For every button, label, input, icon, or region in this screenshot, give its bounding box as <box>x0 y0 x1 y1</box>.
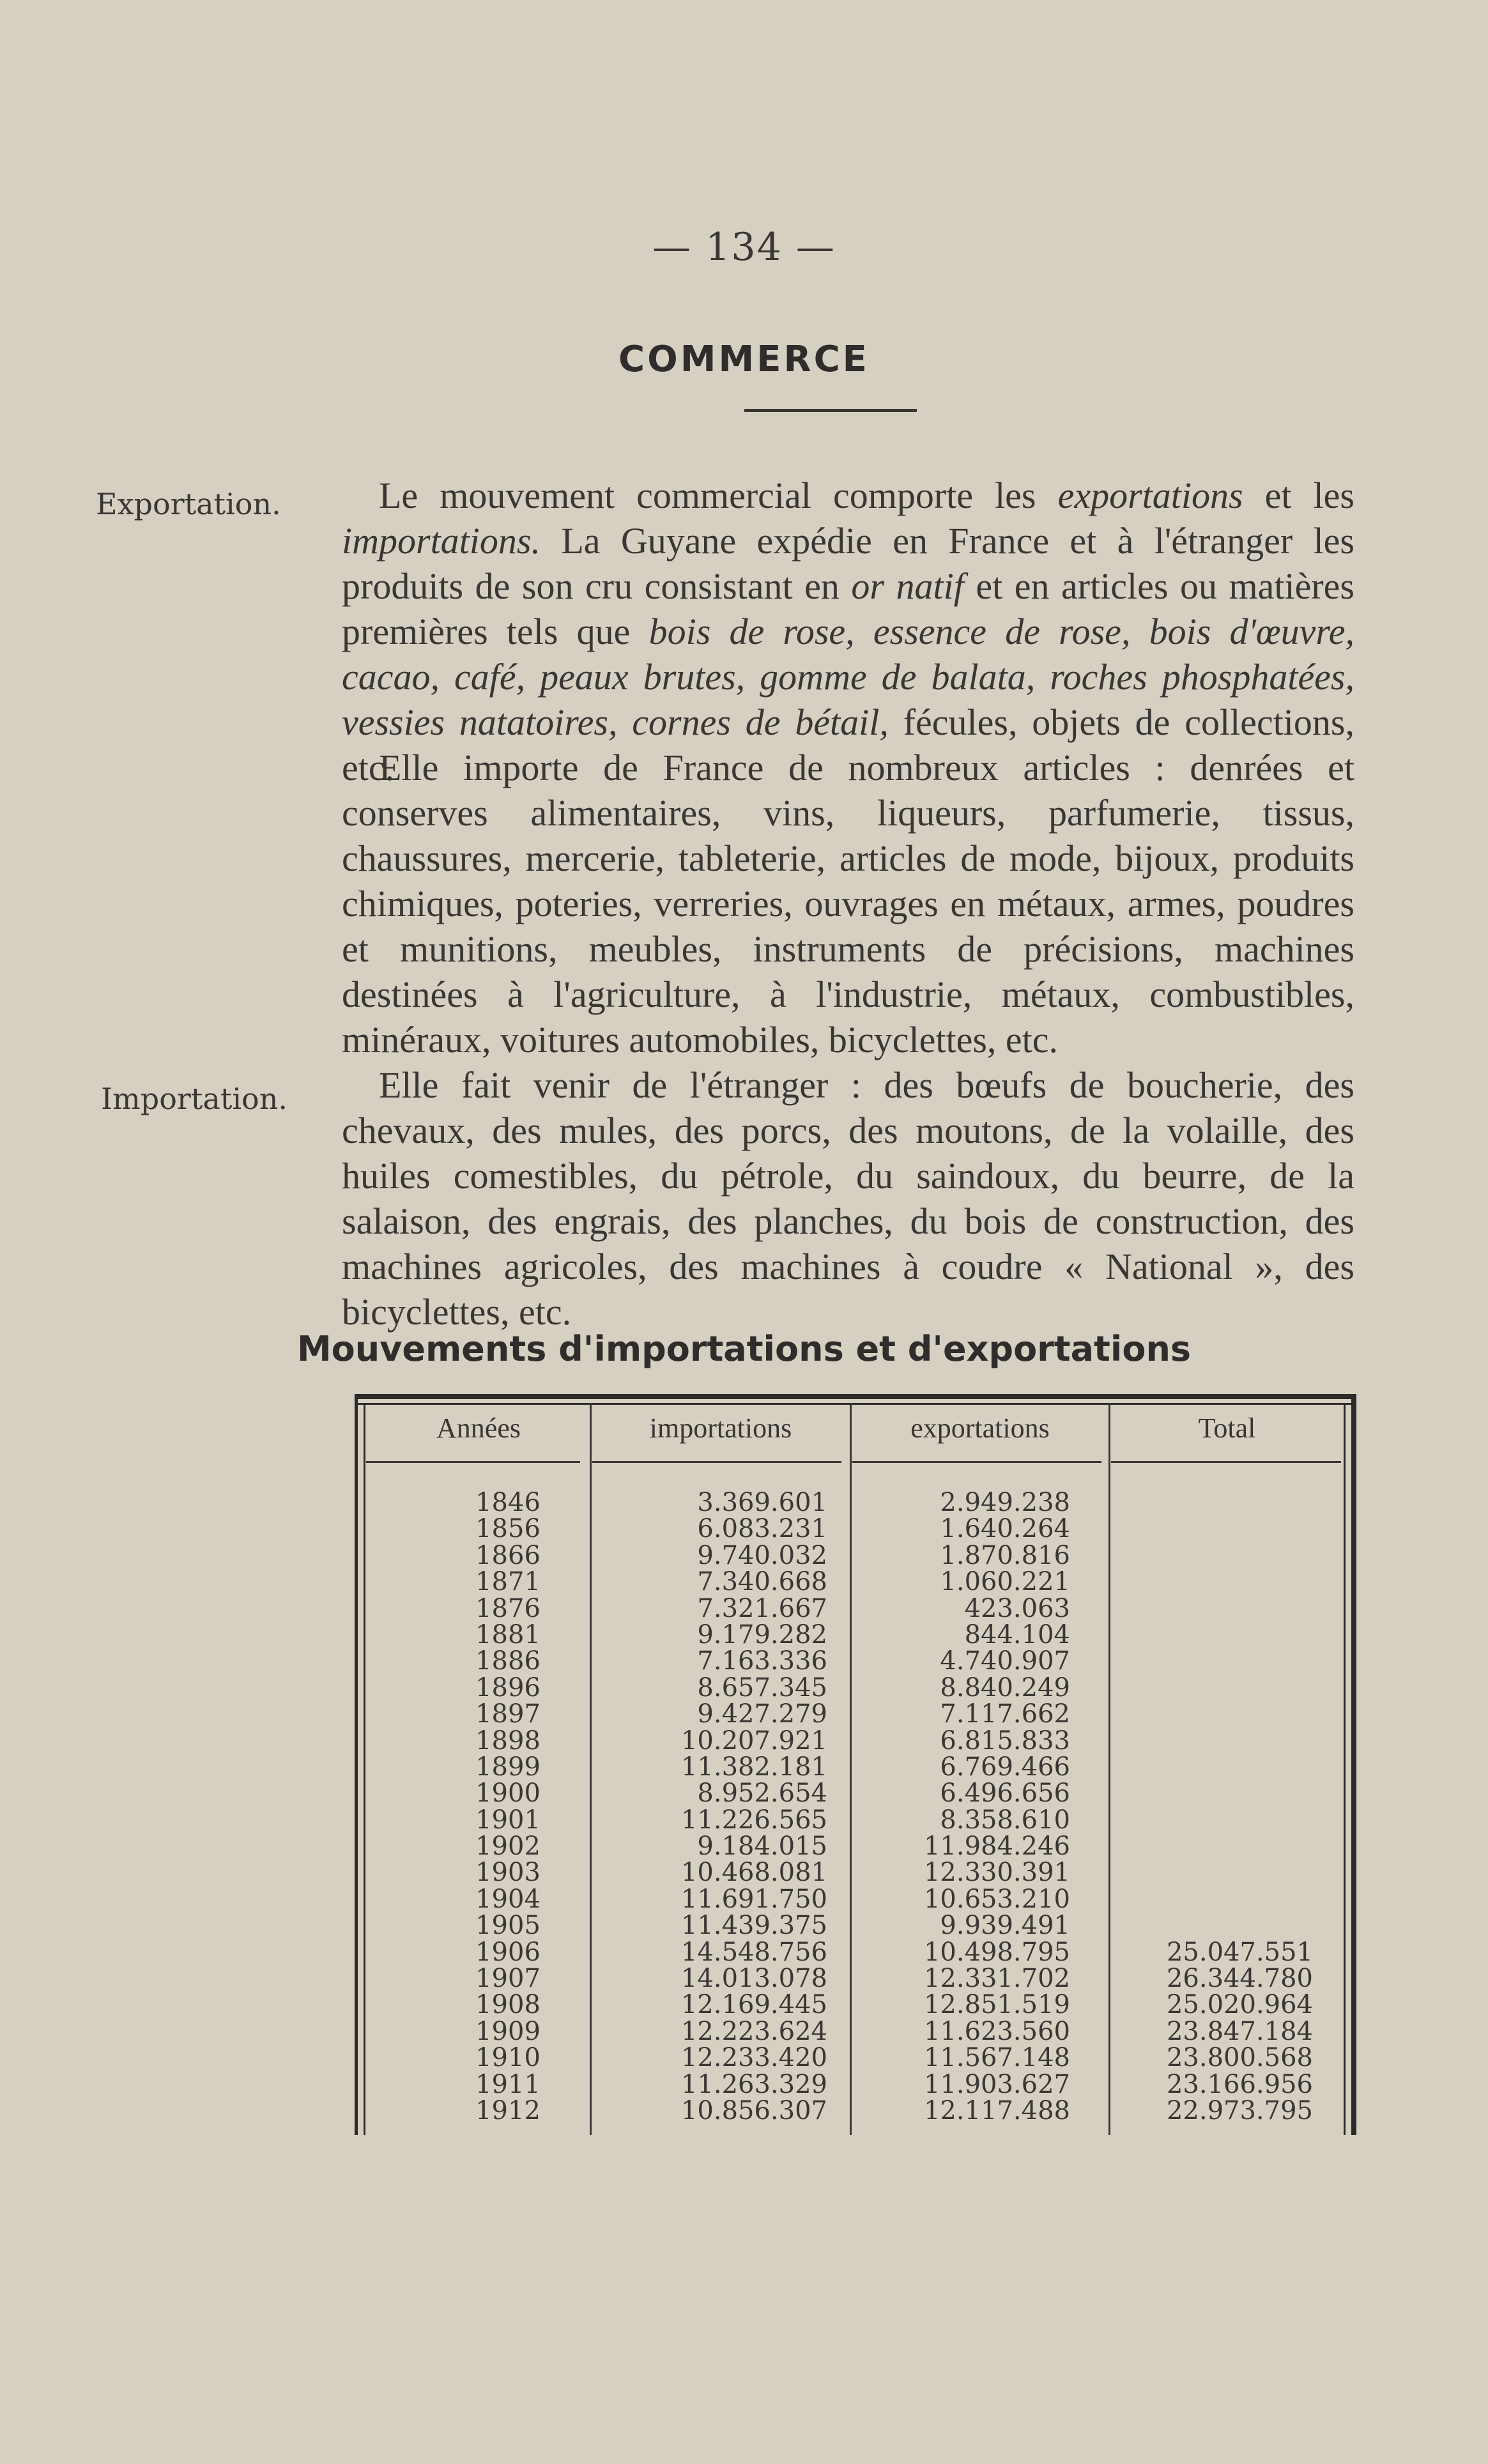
exportation-cell: 11.567.148 <box>923 2043 1070 2073</box>
total-cell <box>1121 1728 1313 1754</box>
year-cell: 1909 <box>475 2016 541 2046</box>
exportation-cell: 844.104 <box>964 1619 1070 1649</box>
importation-cell: 6.083.231 <box>697 1514 827 1544</box>
total-cell: 23.847.184 <box>1166 2016 1313 2046</box>
exportation-cell: 12.851.519 <box>923 1990 1070 2020</box>
total-cell: 26.344.780 <box>1166 1964 1313 1994</box>
exportation-cell: 4.740.907 <box>940 1646 1070 1676</box>
table-left-border <box>355 1394 358 2135</box>
importation-cell: 10.856.307 <box>680 2095 827 2125</box>
year-cell: 1900 <box>475 1779 541 1809</box>
table-title: Mouvements d'importations et d'exportations <box>296 1329 1192 1369</box>
importation-cell: 11.263.329 <box>680 2069 827 2099</box>
exportation-cell: 6.496.656 <box>940 1779 1070 1809</box>
exportations-column <box>866 1490 1070 2124</box>
total-cell: 23.166.956 <box>1166 2069 1313 2099</box>
header-rule <box>852 1461 1101 1463</box>
importation-cell: 14.548.756 <box>680 1937 827 1967</box>
importation-cell: 8.657.345 <box>697 1672 827 1703</box>
total-cell <box>1121 1516 1313 1542</box>
exportation-cell: 6.769.466 <box>940 1752 1070 1782</box>
total-cell <box>1121 1913 1313 1939</box>
total-cell <box>1121 1780 1313 1807</box>
total-cell <box>1121 1622 1313 1648</box>
total-cell <box>1121 1675 1313 1701</box>
importation-cell: 11.691.750 <box>680 1884 827 1914</box>
total-cell <box>1121 1886 1313 1913</box>
total-cell <box>1121 1754 1313 1780</box>
importation-cell: 7.321.667 <box>697 1593 827 1623</box>
year-cell: 1896 <box>475 1672 541 1703</box>
year-cell: 1911 <box>475 2069 541 2099</box>
heading-rule <box>744 409 917 412</box>
total-cell <box>1121 1569 1313 1595</box>
header-rule <box>1111 1461 1341 1463</box>
year-cell: 1906 <box>475 1937 541 1967</box>
totals-column <box>1121 1490 1313 2124</box>
exportation-cell: 12.117.488 <box>923 2095 1070 2125</box>
year-cell: 1898 <box>475 1726 541 1756</box>
year-cell: 1910 <box>475 2043 541 2073</box>
year-cell: 1866 <box>475 1540 541 1570</box>
paragraph-exports: Le mouvement commercial comporte les exportations et les importations. La Guyane expédie en France et à l'étranger les produits de son cru consistant en or natif et en articles ou matières premières tels que bois de rose, essence de rose, bois d'œuvre, cacao, café, peaux brutes, gomme de balata, roches phosphatées, vessies natatoires, cornes de bétail, fécules, objets de collections, etc. <box>342 475 1354 788</box>
year-cell: 1907 <box>475 1964 541 1994</box>
year-cell: 1908 <box>475 1990 541 2020</box>
year-cell: 1902 <box>475 1832 541 1862</box>
table-top-inner-border <box>355 1403 1356 1405</box>
exportation-cell: 12.331.702 <box>923 1964 1070 1994</box>
total-cell <box>1121 1807 1313 1833</box>
year-cell: 1846 <box>475 1488 541 1517</box>
importation-cell: 3.369.601 <box>697 1488 827 1517</box>
importation-cell: 10.468.081 <box>680 1858 827 1888</box>
importations-column <box>610 1490 827 2124</box>
table-right-border <box>1351 1394 1356 2135</box>
exportation-cell: 9.939.491 <box>940 1911 1070 1941</box>
year-cell: 1871 <box>475 1567 541 1597</box>
exportation-cell: 423.063 <box>964 1593 1070 1623</box>
total-cell: 23.800.568 <box>1166 2043 1313 2073</box>
importation-cell: 9.184.015 <box>697 1832 827 1862</box>
margin-note-exportation: Exportation. <box>96 487 281 521</box>
trade-table <box>355 1394 1356 2135</box>
importation-cell: 7.340.668 <box>697 1567 827 1597</box>
total-cell: 25.020.964 <box>1166 1990 1313 2020</box>
total-cell <box>1121 1860 1313 1886</box>
column-divider <box>850 1403 852 2135</box>
year-cell: 1881 <box>475 1619 541 1649</box>
exportation-cell: 1.060.221 <box>940 1567 1070 1597</box>
page-number: — 134 — <box>652 225 836 270</box>
header-rule <box>592 1461 841 1463</box>
paragraph-imports-foreign: Elle fait venir de l'étranger : des bœufs de boucherie, des chevaux, des mules, des porcs, des moutons, de la volaille, des huiles comestibles, du pétrole, du saindoux, du beurre, de la salaison, des engrais, des planches, du bois de construction, des machines agricoles, des machines à coudre « National », des bicyclettes, etc. <box>342 1064 1354 1333</box>
exportation-cell: 10.498.795 <box>923 1937 1070 1967</box>
total-cell <box>1121 1490 1313 1516</box>
importation-cell: 12.169.445 <box>680 1990 827 2020</box>
importation-cell: 12.223.624 <box>680 2016 827 2046</box>
exportation-cell: 6.815.833 <box>940 1726 1070 1756</box>
exportation-cell: 12.330.391 <box>923 1858 1070 1888</box>
exportation-cell: 7.117.662 <box>940 1699 1070 1729</box>
importation-cell: 11.226.565 <box>680 1805 827 1835</box>
column-divider <box>1108 1403 1110 2135</box>
exportation-cell: 1.640.264 <box>940 1514 1070 1544</box>
importation-cell: 9.427.279 <box>697 1699 827 1729</box>
years-column <box>450 1490 565 2124</box>
exportation-cell: 10.653.210 <box>923 1884 1070 1914</box>
importation-cell: 14.013.078 <box>680 1964 827 1994</box>
total-cell: 25.047.551 <box>1166 1937 1313 1967</box>
total-cell <box>1121 1596 1313 1622</box>
year-cell: 1912 <box>475 2095 541 2125</box>
importation-cell: 11.382.181 <box>680 1752 827 1782</box>
year-cell: 1899 <box>475 1752 541 1782</box>
year-cell: 1905 <box>475 1911 541 1941</box>
paragraph-imports-france: Elle importe de France de nombreux articles : denrées et conserves alimentaires, vins, liqueurs, parfumerie, tissus, chaussures, mercerie, tableterie, articles de mode, bijoux, produits chimiques, poteries, verreries, ouvrages en métaux, armes, poudres et munitions, meubles, instruments de précisions, machines destinées à l'agriculture, à l'industrie, métaux, combustibles, minéraux, voitures automobiles, bicyclettes, etc. <box>342 747 1354 1060</box>
total-cell <box>1121 1833 1313 1860</box>
total-cell <box>1121 1701 1313 1727</box>
year-cell: 1901 <box>475 1805 541 1835</box>
exportation-cell: 11.623.560 <box>923 2016 1070 2046</box>
margin-note-importation: Importation. <box>101 1082 288 1116</box>
importation-cell: 11.439.375 <box>680 1911 827 1941</box>
total-cell <box>1121 1648 1313 1674</box>
section-heading: COMMERCE <box>618 339 870 380</box>
header-importations: importations <box>649 1412 792 1444</box>
importation-cell: 9.179.282 <box>697 1619 827 1649</box>
year-cell: 1904 <box>475 1884 541 1914</box>
header-exportations: exportations <box>910 1412 1050 1444</box>
importation-cell: 9.740.032 <box>697 1540 827 1570</box>
importation-cell: 7.163.336 <box>697 1646 827 1676</box>
exportation-cell: 11.984.246 <box>923 1832 1070 1862</box>
year-cell: 1897 <box>475 1699 541 1729</box>
importation-cell: 10.207.921 <box>680 1726 827 1756</box>
header-total: Total <box>1198 1412 1256 1444</box>
column-divider <box>590 1403 592 2135</box>
table-left-inner-border <box>364 1403 365 2135</box>
exportation-cell: 2.949.238 <box>940 1488 1070 1517</box>
importation-cell: 8.952.654 <box>697 1779 827 1809</box>
importation-cell: 12.233.420 <box>680 2043 827 2073</box>
total-cell: 22.973.795 <box>1166 2095 1313 2125</box>
exportation-cell: 11.903.627 <box>923 2069 1070 2099</box>
year-cell: 1903 <box>475 1858 541 1888</box>
year-cell: 1856 <box>475 1514 541 1544</box>
header-years: Années <box>436 1412 521 1444</box>
year-cell: 1886 <box>475 1646 541 1676</box>
header-rule <box>366 1461 580 1463</box>
year-cell: 1876 <box>475 1593 541 1623</box>
table-top-border <box>355 1394 1356 1399</box>
total-cell <box>1121 1543 1313 1569</box>
exportation-cell: 1.870.816 <box>940 1540 1070 1570</box>
exportation-cell: 8.358.610 <box>940 1805 1070 1835</box>
table-right-inner-border <box>1344 1403 1346 2135</box>
exportation-cell: 8.840.249 <box>940 1672 1070 1703</box>
